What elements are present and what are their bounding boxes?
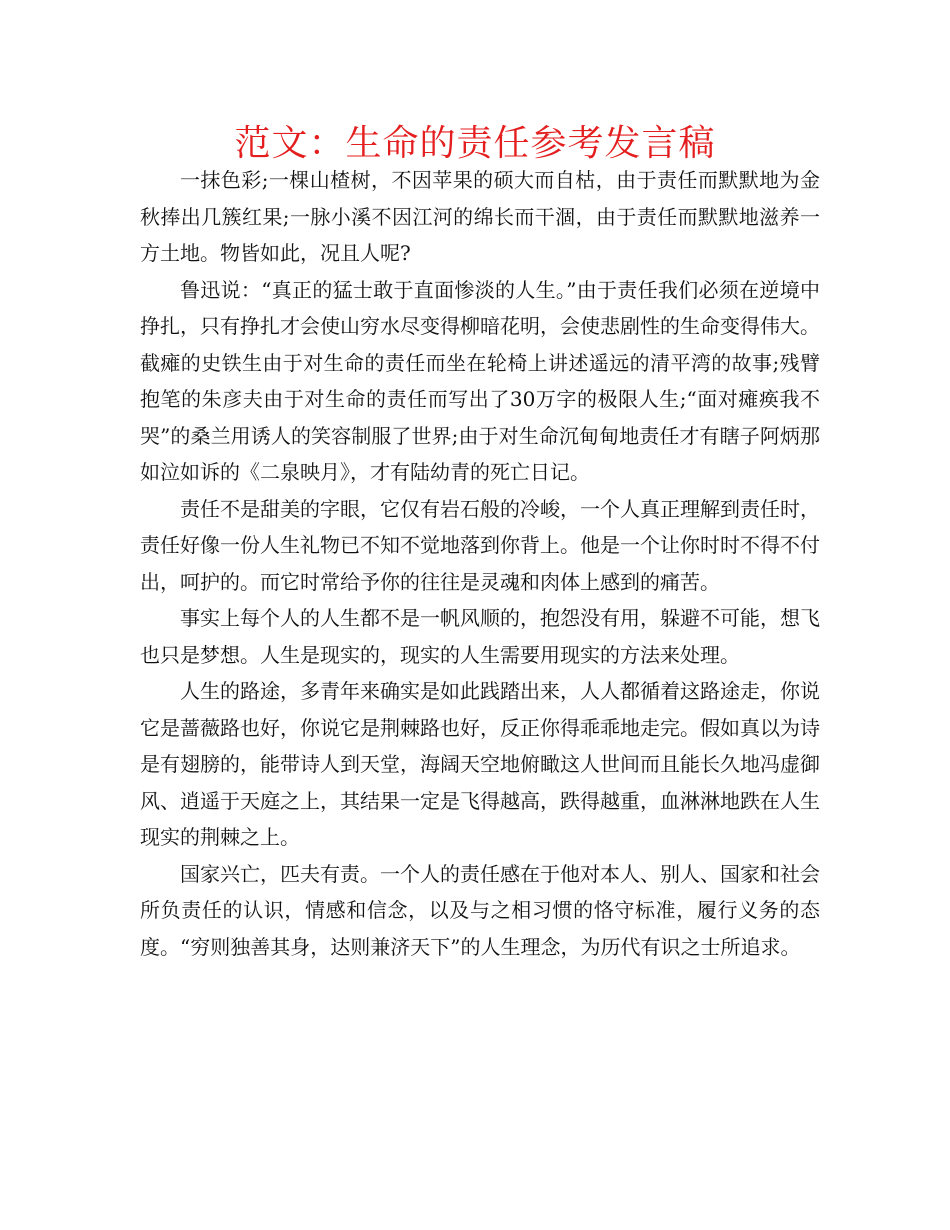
document-title: 范文：生命的责任参考发言稿 bbox=[234, 123, 716, 164]
paragraph-6: 国家兴亡，匹夫有责。一个人的责任感在于他对本人、别人、国家和社会所负责任的认识，情感和信念，以及与之相习惯的恪守标准，履行义务的态度。“穷则独善其身，达则兼济天下”的人生理念，为历代有识之士所追求。 bbox=[140, 861, 820, 959]
paragraph-4: 事实上每个人的人生都不是一帆风顺的，抱怨没有用，躲避不可能，想飞也只是梦想。人生是现实的，现实的人生需要用现实的方法来处理。 bbox=[140, 606, 820, 667]
paragraph-3: 责任不是甜美的字眼，它仅有岩石般的冷峻，一个人真正理解到责任时，责任好像一份人生礼物已不知不觉地落到你背上。他是一个让你时时不得不付出，呵护的。而它时常给予你的往往是灵魂和肉体上感到的痛苦。 bbox=[140, 496, 820, 594]
document-body bbox=[140, 162, 820, 965]
paragraph-1: 一抹色彩;一棵山楂树，不因苹果的硕大而自枯，由于责任而默默地为金秋捧出几簇红果;一脉小溪不因江河的绵长而干涸，由于责任而默默地滋养一方土地。物皆如此，况且人呢? bbox=[140, 168, 820, 265]
paragraph-2: 鲁迅说：“真正的猛士敢于直面惨淡的人生。”由于责任我们必须在逆境中挣扎，只有挣扎才会使山穷水尽变得柳暗花明，会使悲剧性的生命变得伟大。截瘫的史铁生由于对生命的责任而坐在轮椅上讲述遥远的清平湾的故事;残臂抱笔的朱彦夫由于对生命的责任而写出了30万字的极限人生;“面对瘫痪我不哭”的桑兰用诱人的笑容制服了世界;由于对生命沉甸甸地责任才有瞎子阿炳那如泣如诉的《二泉映月》，才有陆幼青的死亡日记。 bbox=[140, 277, 820, 484]
paragraph-5: 人生的路途，多青年来确实是如此践踏出来，人人都循着这路途走，你说它是蔷薇路也好，你说它是荆棘路也好，反正你得乖乖地走完。假如真以为诗是有翅膀的，能带诗人到天堂，海阔天空地俯瞰这人世间而且能长久地冯虚御风、逍遥于天庭之上，其结果一定是飞得越高，跌得越重，血淋淋地跌在人生现实的荆棘之上。 bbox=[140, 679, 820, 849]
